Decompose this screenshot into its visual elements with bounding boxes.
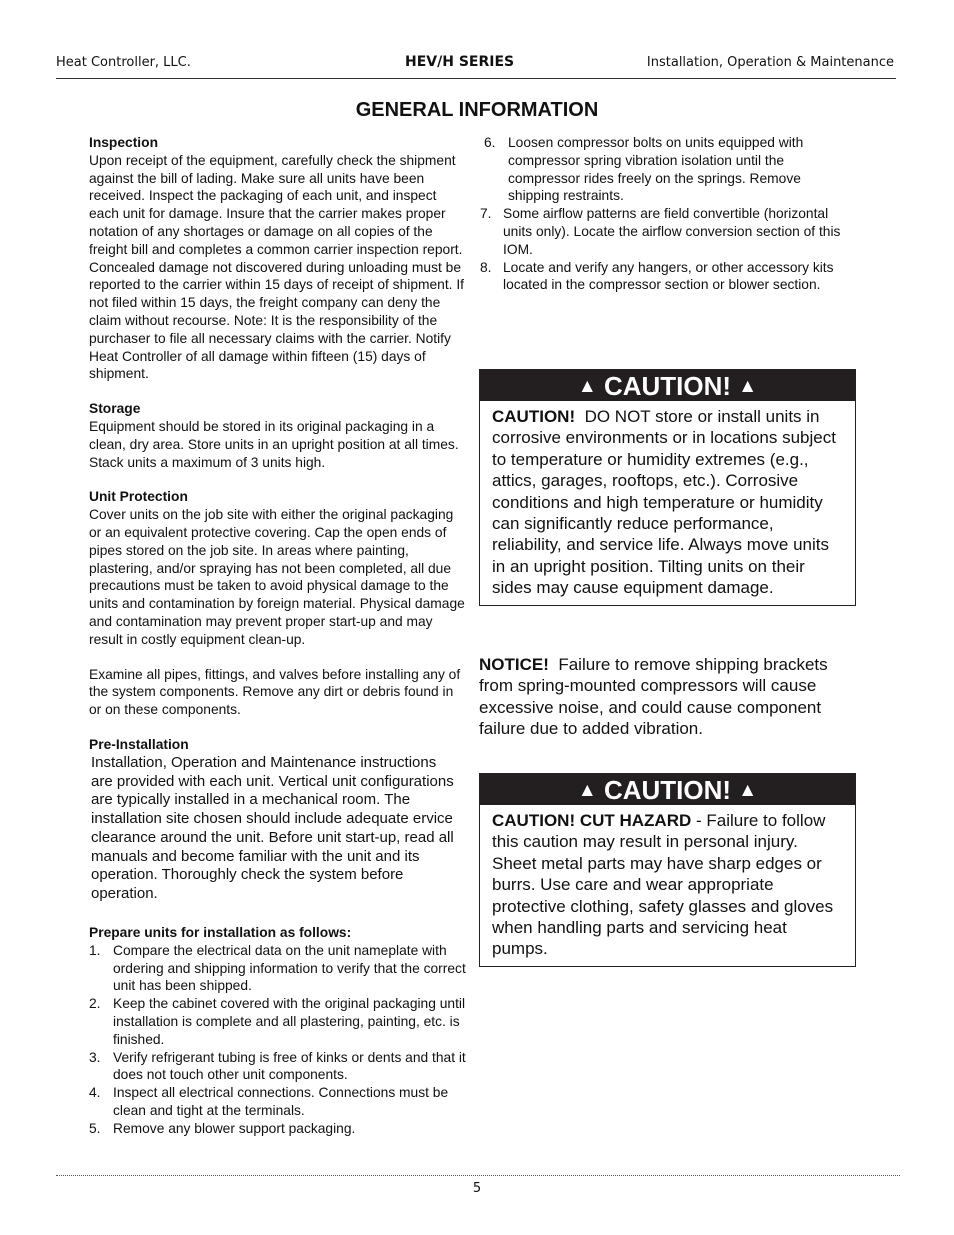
warning-triangle-icon: ▲ <box>738 780 758 801</box>
list-item: 1. Compare the electrical data on the unit nameplate with ordering and shipping information to verify that the correct unit has been shipped. <box>89 942 466 994</box>
list-item: 8. Locate and verify any hangers, or other accessory kits located in the compressor section or blower section. <box>480 259 834 293</box>
inspection-heading: Inspection <box>89 135 158 150</box>
caution-body <box>480 805 855 966</box>
right-column-steps <box>480 134 856 294</box>
prepare-heading: Prepare units for installation as follows: <box>89 925 352 941</box>
section-title: GENERAL INFORMATION <box>355 99 599 121</box>
left-column <box>89 134 469 1138</box>
manual-title: Installation, Operation & Maintenance <box>646 55 894 70</box>
unit-protection-text: Cover units on the job site with either the original packaging or an equivalent protective covering. Cap the open ends of pipes stored on the job site. In areas where painting, plastering, and/or spraying has not been completed, all due precautions must be taken to avoid physical damage to the units and contamination by foreign material. Physical damage and contamination may prevent proper start-up and may result in costly equipment clean-up. <box>89 507 465 647</box>
caution-box-cut-hazard <box>479 773 856 967</box>
storage-text: Equipment should be stored in its original packaging in a clean, dry area. Store units in an upright position at all times. Stack units a maximum of 3 units high. <box>89 418 459 470</box>
list-item: 5. Remove any blower support packaging. <box>89 1120 356 1136</box>
examine-text: Examine all pipes, fittings, and valves before installing any of the system components. Remove any dirt or debris found in or on these components. <box>89 666 461 718</box>
storage-heading: Storage <box>89 401 141 417</box>
warning-triangle-icon: ▲ <box>738 376 758 397</box>
caution-text: - Failure to follow this caution may result in personal injury. Sheet metal parts may have sharp edges or burrs. Use care and wear appropriate protective clothing, safety glasses and gloves when handling parts and servicing heat pumps. <box>492 811 834 959</box>
warning-triangle-icon: ▲ <box>577 780 597 801</box>
page-header <box>56 54 896 79</box>
notice-paragraph <box>479 654 859 740</box>
caution-banner: ▲ CAUTION! ▲ <box>480 774 855 805</box>
inspection-text: Upon receipt of the equipment, carefully check the shipment against the bill of lading. Make sure all units have been received. Inspect the packaging of each unit, and inspect each unit for damage. Insure that the carrier makes proper notation of any shortages or damage on all copies of the freight bill and completes a common carrier inspection report. Concealed damage not discovered during unloading must be reported to the carrier within 15 days of receipt of shipment. If not filed within 15 days, the freight company can deny the claim without recourse. Note: It is the responsibility of the purchaser to file all necessary claims with the carrier. Notify Heat Controller of all damage within fifteen (15) days of shipment. <box>89 152 465 382</box>
footer-divider <box>56 1175 900 1176</box>
list-item: 7. Some airflow patterns are field convertible (horizontal units only). Locate the airflow conversion section of this IOM. <box>480 206 841 257</box>
caution-body <box>480 401 855 605</box>
pre-installation-text: Installation, Operation and Maintenance instructions are provided with each unit. Vertical unit configurations are typically installed in a mechanical room. The installation site chosen should include adequate ervice clearance around the unit. Before unit start-up, read all manuals and become familiar with the unit and its operation. Thoroughly check the system before operation. <box>91 753 454 903</box>
company-name: Heat Controller, LLC. <box>56 55 191 70</box>
caution-box-storage <box>479 369 856 606</box>
caution-text: DO NOT store or install units in corrosive environments or in locations subject to temperature or humidity extremes (e.g., attics, garages, rooftops, etc.). Corrosive conditions and high temperature or humidity can significantly reduce performance, reliability, and service life. Always move units in an upright position. Tilting units on their sides may cause equipment damage. <box>492 407 836 598</box>
list-item: 4. Inspect all electrical connections. Connections must be clean and tight at the terminals. <box>89 1085 449 1119</box>
caution-lead: CAUTION! CUT HAZARD <box>492 811 692 830</box>
warning-triangle-icon: ▲ <box>577 376 597 397</box>
unit-protection-heading: Unit Protection <box>89 489 188 505</box>
prepare-steps-list <box>89 942 469 1138</box>
caution-lead: CAUTION! <box>492 407 576 426</box>
list-item: 3. Verify refrigerant tubing is free of kinks or dents and that it does not touch other unit components. <box>89 1049 466 1083</box>
series-name: HEV/H SERIES <box>405 54 515 70</box>
caution-banner: ▲ CAUTION! ▲ <box>480 370 855 401</box>
pre-installation-heading: Pre-Installation <box>89 736 189 752</box>
notice-text: Failure to remove shipping brackets from spring-mounted compressors will cause excessive noise, and could cause component failure due to added vibration. <box>479 655 828 739</box>
list-item: 6. Loosen compressor bolts on units equipped with compressor spring vibration isolation until the compressor rides freely on the springs. Remove shipping restraints. <box>484 135 804 204</box>
page-number: 5 <box>472 1181 482 1196</box>
list-item: 2. Keep the cabinet covered with the original packaging until installation is complete and all plastering, painting, etc. is finished. <box>89 996 466 1047</box>
notice-lead: NOTICE! <box>479 655 549 674</box>
